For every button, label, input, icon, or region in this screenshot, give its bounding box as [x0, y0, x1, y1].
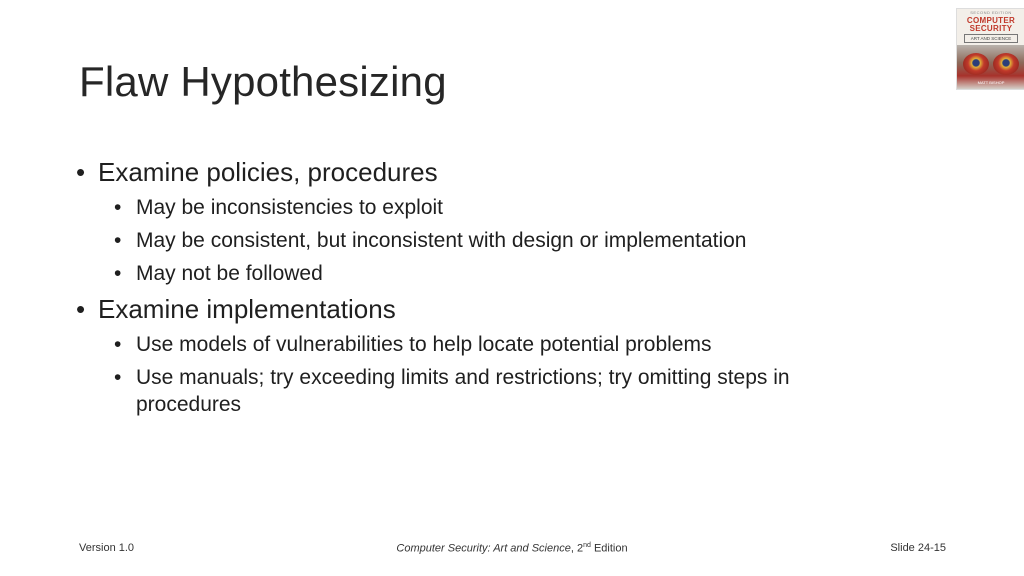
butterfly-wing-right [993, 53, 1019, 75]
bullet-glyph: • [114, 333, 122, 356]
bullet-text: Examine policies, procedures [98, 157, 438, 187]
sub-bullet-item [114, 364, 896, 418]
footer-edition-prefix: , 2 [570, 542, 584, 555]
cover-edition: SECOND EDITION [970, 10, 1012, 15]
sub-bullet-item [114, 194, 896, 221]
sub-bullet-item [114, 331, 896, 358]
footer-edition-sup: nd [583, 542, 591, 549]
bullet-glyph: • [76, 157, 86, 187]
sub-bullet-text: Use manuals; try exceeding limits and restrictions; try omitting steps in procedures [136, 366, 790, 416]
sub-bullet-list [114, 331, 896, 418]
sub-bullet-item [114, 260, 896, 287]
footer-version: Version 1.0 [79, 542, 135, 554]
footer-book-title [0, 542, 1024, 555]
cover-subtitle: ART AND SCIENCE [964, 34, 1018, 43]
bullet-glyph: • [114, 262, 122, 285]
book-cover-image [956, 8, 1024, 90]
sub-bullet-text: May be consistent, but inconsistent with design or implementation [136, 229, 747, 252]
sub-bullet-text: May not be followed [136, 262, 323, 285]
bullet-text: Examine implementations [98, 294, 396, 324]
footer-book-name: Computer Security: Art and Science [396, 542, 571, 555]
cover-title-line2: SECURITY [969, 24, 1013, 33]
cover-title-line1: COMPUTER [966, 16, 1016, 25]
cover-author: MATT BISHOP [977, 80, 1005, 85]
footer-edition-suffix: Edition [590, 542, 628, 555]
bullet-glyph: • [114, 196, 122, 219]
sub-bullet-text: Use models of vulnerabilities to help locate potential problems [136, 333, 712, 356]
slide-title: Flaw Hypothesizing [79, 58, 447, 105]
sub-bullet-list [114, 194, 896, 287]
butterfly-wing-left [963, 53, 989, 75]
sub-bullet-item [114, 227, 896, 254]
bullet-item [76, 293, 896, 325]
sub-bullet-text: May be inconsistencies to exploit [136, 196, 443, 219]
bullet-glyph: • [76, 294, 86, 324]
bullet-glyph: • [114, 229, 122, 252]
bullet-glyph: • [114, 366, 122, 389]
bullet-list [76, 156, 896, 422]
bullet-item [76, 156, 896, 188]
footer-slide-number: Slide 24-15 [890, 542, 946, 554]
